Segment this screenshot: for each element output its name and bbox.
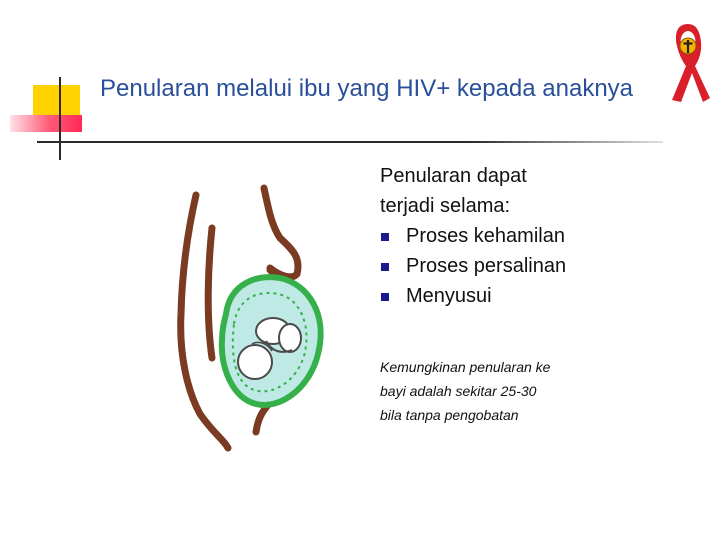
list-item-label: Menyusui — [406, 285, 492, 307]
list-item-label: Proses persalinan — [406, 255, 567, 277]
square-bullet-icon — [381, 263, 389, 271]
square-bullet-icon — [381, 233, 389, 241]
intro-line-2: terjadi selama: — [380, 195, 511, 217]
square-bullet-icon — [381, 293, 389, 301]
decoration-vertical-line — [59, 77, 61, 160]
red-ribbon-icon — [664, 18, 712, 104]
note-line-3: bila tanpa pengobatan — [380, 407, 519, 423]
list-item-label: Proses kehamilan — [406, 225, 565, 247]
decoration-red-bar — [10, 115, 82, 132]
note-line-2: bayi adalah sekitar 25-30 — [380, 383, 537, 399]
list-item — [380, 221, 700, 251]
transmission-note — [380, 355, 640, 427]
main-content — [380, 161, 700, 311]
slide-title: Penularan melalui ibu yang HIV+ kepada anaknya — [100, 75, 634, 102]
list-item — [380, 251, 700, 281]
transmission-list — [380, 221, 700, 311]
pregnancy-illustration — [160, 158, 360, 463]
note-line-1: Kemungkinan penularan ke — [380, 359, 551, 375]
list-item — [380, 281, 700, 311]
decoration-horizontal-line-fade — [470, 141, 663, 143]
intro-line-1: Penularan dapat — [380, 165, 527, 187]
